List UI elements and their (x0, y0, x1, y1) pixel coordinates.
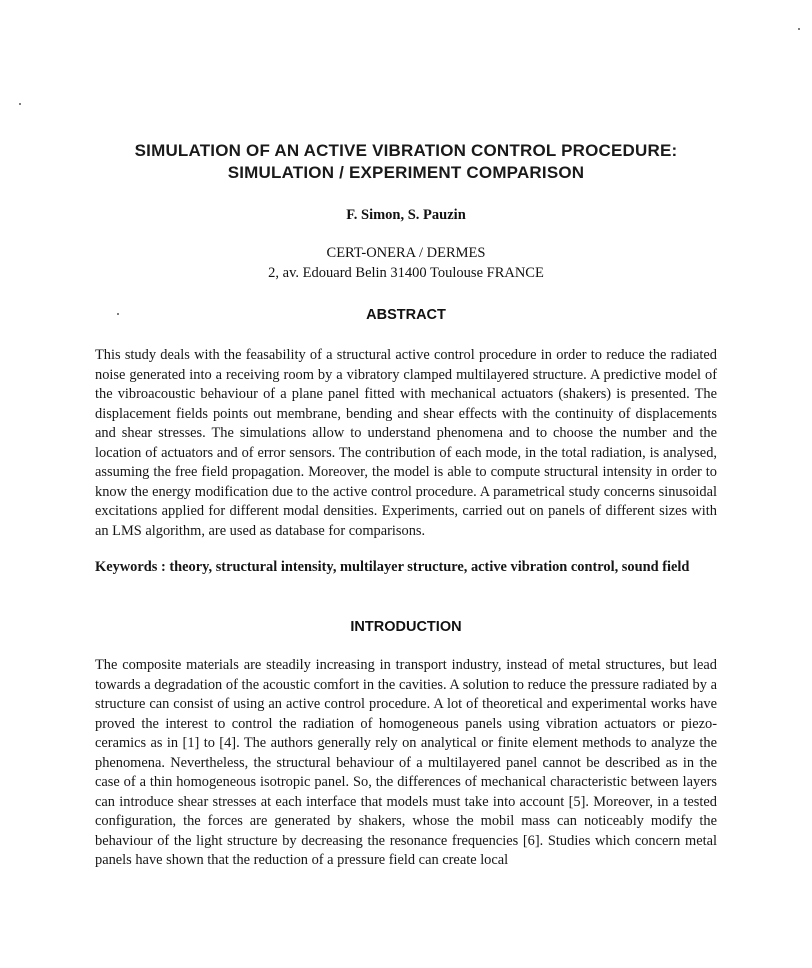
introduction-paragraph: The composite materials are steadily increasing in transport industry, instead of metal structures, but lead towards a degradation of the acoustic comfort in the cavities. A solution to reduce the pressure radiated by a structure can consist of using an active control procedure. A lot of theoretical and experimental works have proved the interest to control the radiation of homogeneous panels using vibration actuators or piezo-ceramics as in [1] to [4]. The authors generally rely on analytical or finite element methods to analyze the phenomena. Nevertheless, the structural behaviour of a multilayered panel cannot be described as in the case of a thin homogeneous isotropic panel. So, the differences of mechanical characteristic between layers can introduce shear stresses at each interface that models must take into account [5]. Moreover, in a tested configuration, the forces are generated by shakers, whose the mobil mass can noticeably modify the behaviour of the light structure by decreasing the resonance frequencies [6]. Studies which concern metal panels have shown that the reduction of a pressure field can create local (95, 657, 717, 868)
keywords-paragraph: Keywords : theory, structural intensity, multilayer structure, active vibration control, sound field (95, 559, 690, 575)
paper-title-line2: SIMULATION / EXPERIMENT COMPARISON (227, 163, 585, 182)
authors: F. Simon, S. Pauzin (346, 207, 466, 223)
scan-speck (19, 103, 21, 105)
abstract-heading: ABSTRACT (366, 307, 446, 323)
affiliation-line2: 2, av. Edouard Belin 31400 Toulouse FRANCE (268, 265, 544, 281)
paper-title-line1: SIMULATION OF AN ACTIVE VIBRATION CONTROL PROCEDURE: (134, 141, 678, 160)
abstract-paragraph: This study deals with the feasability of a structural active control procedure in order to reduce the radiated noise generated into a receiving room by a vibratory clamped multilayered structure. A predictive model of the vibroacoustic behaviour of a plane panel fitted with mechanical actuators (shakers) is presented. The displacement fields points out membrane, bending and shear effects with the continuity of displacements and shear stresses. The simulations allow to understand phenomena and to choose the number and the location of actuators and of error sensors. The contribution of each mode, in the total radiation, is analysed, assuming the free field propagation. Moreover, the model is able to compute structural intensity in order to know the energy modification due to the active control procedure. A parametrical study concerns sinusoidal excitations applied for different modal densities. Experiments, carried out on panels of different sizes with an LMS algorithm, are used as database for comparisons. (95, 347, 717, 539)
introduction-heading: INTRODUCTION (350, 619, 462, 635)
affiliation-line1: CERT-ONERA / DERMES (326, 245, 486, 261)
scan-speck (798, 28, 800, 30)
